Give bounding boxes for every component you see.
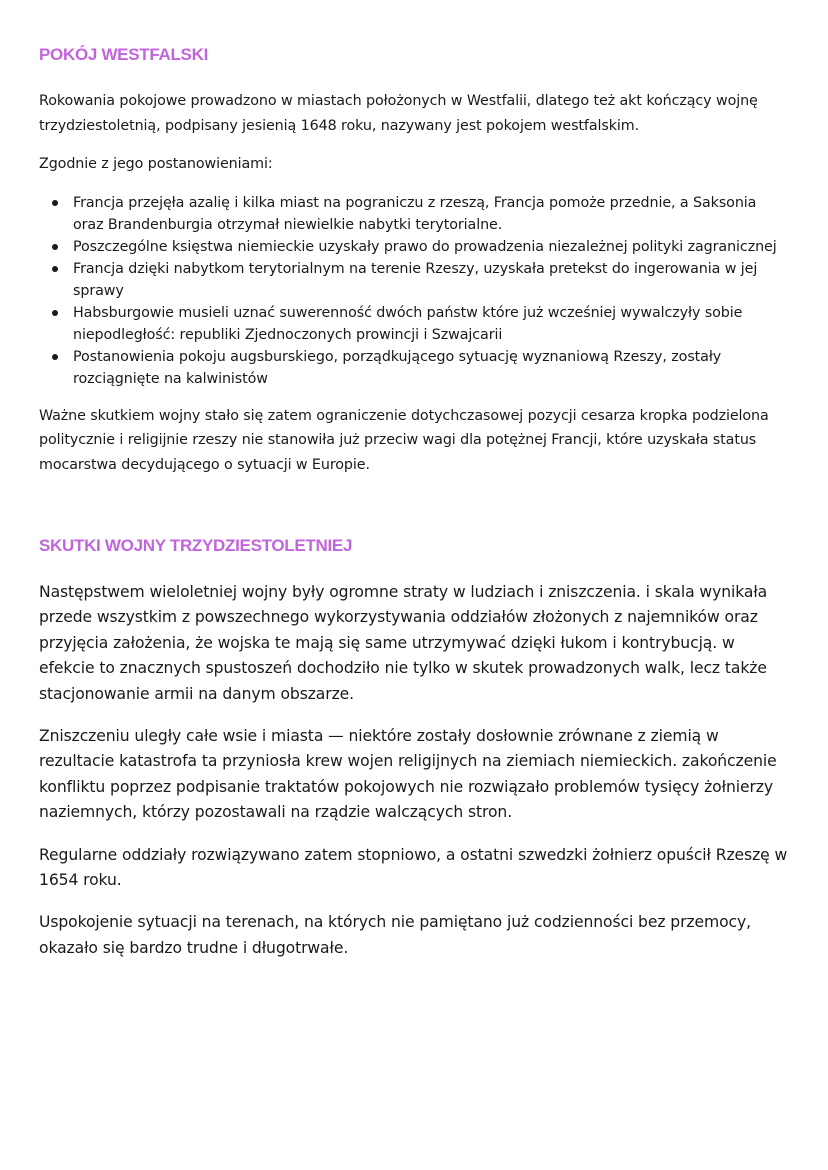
paragraph-intro: Rokowania pokojowe prowadzono w miastach położonych w Westfalii, dlatego też akt kończący wojnę trzydziestoletnią, podpisany jesienią 1648 roku, nazywany jest pokojem westfalskim.: [39, 93, 758, 134]
paragraph-effects-2: Zniszczeniu uległy całe wsie i miasta — niektóre zostały dosłownie zrównane z ziemią w rezultacie katastrofa ta przyniosła krew wojen religijnych na ziemiach niemieckich. zakończenie konfliktu poprzez podpisanie traktatów pokojowych nie rozwiązało problemów tysięcy żołnierzy naziemnych, którzy pozostawali na rządzie walczących stron.: [39, 727, 777, 822]
bullet-icon: [52, 354, 58, 360]
document-page: [39, 40, 799, 961]
paragraph-effects-3: Regularne oddziały rozwiązywano zatem stopniowo, a ostatni szwedzki żołnierz opuścił Rzeszę w 1654 roku.: [39, 845, 788, 890]
bullet-icon: [52, 244, 58, 250]
bullet-icon: [52, 200, 58, 206]
list-item: Habsburgowie musieli uznać suwerenność dwóch państw które już wcześniej wywalczyły sobie niepodległość: republiki Zjednoczonych prowincji i Szwajcarii: [39, 302, 784, 346]
paragraph-effects-4: Uspokojenie sytuacji na terenach, na których nie pamiętano już codzienności bez przemocy, okazało się bardzo trudne i długotrwałe.: [39, 913, 751, 957]
paragraph-effects-1: Następstwem wieloletniej wojny były ogromne straty w ludziach i zniszczenia. i skala wynikała przede wszystkim z powszechnego wykorzystywania oddziałów złożonych z najemników oraz przyjęcia założenia, że wojska te mają się same utrzymywać dzięki łukom i kontrybucją. w efekcie to znacznych spustoszeń dochodziło nie tylko w skutek prowadzonych walk, lecz także stacjonowanie armii na danym obszarze.: [39, 583, 768, 703]
list-item: Francja przejęła azalię i kilka miast na pograniczu z rzeszą, Francja pomoże przednie, a Saksonia oraz Brandenburgia otrzymał niewielkie nabytki terytorialne.: [39, 192, 784, 236]
list-item: Postanowienia pokoju augsburskiego, porządkującego sytuację wyznaniową Rzeszy, zostały rozciągnięte na kalwinistów: [39, 346, 784, 390]
list-item: Poszczególne księstwa niemieckie uzyskały prawo do prowadzenia niezależnej polityki zagranicznej: [39, 236, 784, 258]
bullet-icon: [52, 266, 58, 272]
list-item: Francja dzięki nabytkom terytorialnym na terenie Rzeszy, uzyskała pretekst do ingerowania w jej sprawy: [39, 258, 784, 302]
paragraph-conclusion: Ważne skutkiem wojny stało się zatem ograniczenie dotychczasowej pozycji cesarza kropka podzielona politycznie i religijnie rzeszy nie stanowiła już przeciw wagi dla potężnej Francji, które uzyskała status mocarstwa decydującego o sytuacji w Europie.: [39, 407, 769, 473]
section-heading-westphalia: POKÓJ WESTFALSKI: [39, 45, 208, 64]
bullet-icon: [52, 310, 58, 316]
section-heading-effects: SKUTKI WOJNY TRZYDZIESTOLETNIEJ: [39, 536, 353, 555]
effects-body: [39, 580, 791, 961]
provisions-list: [39, 192, 784, 390]
paragraph-lead: Zgodnie z jego postanowieniami:: [39, 156, 273, 172]
